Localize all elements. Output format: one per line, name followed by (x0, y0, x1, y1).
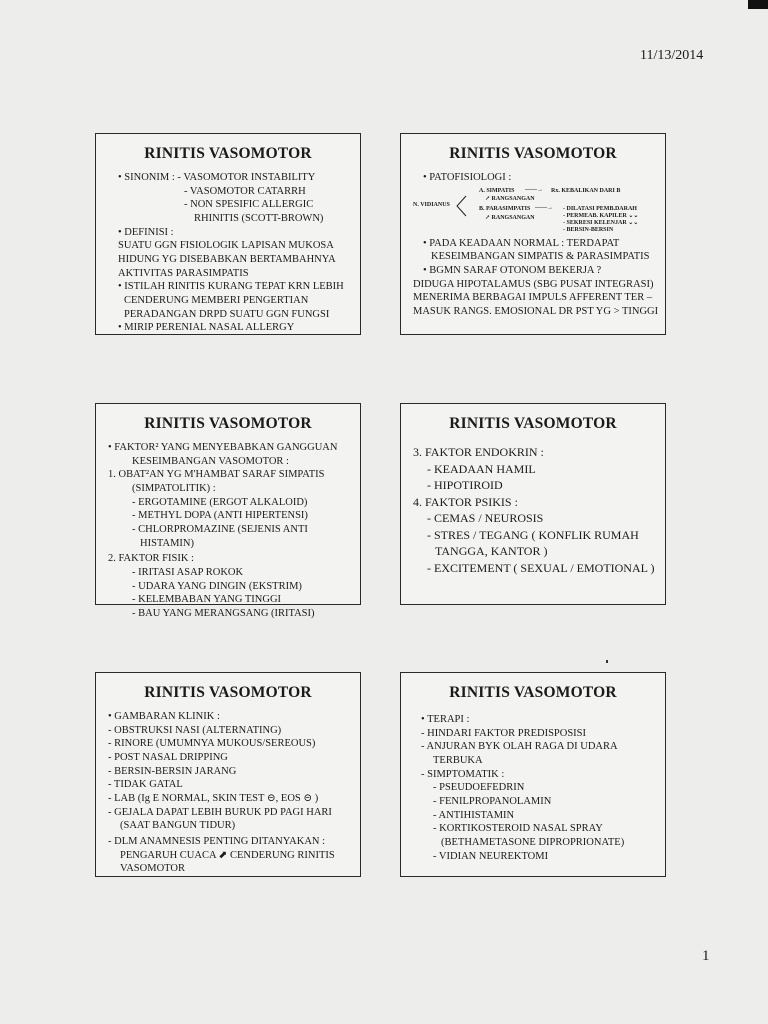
slide-line: - HIPOTIROID (427, 478, 503, 493)
double-down-arrow-icon: ⌄⌄ (628, 212, 639, 219)
slide-title: RINITIS VASOMOTOR (144, 145, 312, 162)
slide-line: TANGGA, KANTOR ) (435, 544, 548, 559)
slide-line: PENGARUH CUACA ⬈ CENDERUNG RINITIS (120, 849, 335, 861)
slide-line: - UDARA YANG DINGIN (EKSTRIM) (132, 580, 302, 592)
slide-4 (400, 403, 666, 605)
slide-title: RINITIS VASOMOTOR (449, 145, 617, 162)
slide-line: • DEFINISI : (118, 226, 174, 238)
slide-body (413, 444, 653, 576)
scan-speck (606, 660, 608, 663)
slide-line: HIDUNG YG DISEBABKAN BERTAMBAHNYA (118, 253, 336, 265)
slide-heading: • PATOFISIOLOGI : (423, 172, 512, 184)
slide-line: KESEIMBANGAN SIMPATIS & PARASIMPATIS (431, 251, 650, 263)
slide-line: - KEADAAN HAMIL (427, 461, 536, 476)
slide-line: - ERGOTAMINE (ERGOT ALKALOID) (132, 496, 308, 508)
slide-line: - STRES / TEGANG ( KONFLIK RUMAH (427, 527, 639, 542)
slide-line: PERADANGAN DRPD SUATU GGN FUNGSI (124, 308, 330, 320)
slide-line: - HINDARI FAKTOR PREDISPOSISI (421, 727, 587, 739)
diagram-effects (563, 206, 638, 235)
patofisiologi-diagram (413, 187, 653, 237)
diagram-a-sub: ↗ RANGSANGAN (485, 195, 535, 202)
slide-line: MASUK RANGS. EMOSIONAL DR PST YG > TINGGI (413, 305, 659, 317)
diagram-a-result: Rx. KEBALIKAN DARI B (551, 187, 621, 194)
arrow-right-icon: ——→ (535, 204, 553, 211)
slide-line: SUATU GGN FISIOLOGIK LAPISAN MUKOSA (118, 240, 334, 252)
slide-line: (BETHAMETASONE DIPROPRIONATE) (441, 836, 625, 848)
effect-item: - PERMEAB. KAPILER ⌄⌄ (563, 212, 639, 219)
slide-line: DIDUGA HIPOTALAMUS (SBG PUSAT INTEGRASI) (413, 278, 654, 290)
diagram-a: A. SIMPATIS (479, 187, 515, 194)
slide-line: CENDERUNG MEMBERI PENGERTIAN (124, 294, 309, 306)
slide-line: - ANJURAN BYK OLAH RAGA DI UDARA (421, 741, 618, 753)
arrow-right-icon: ——→ (525, 186, 543, 193)
slide-line: • GAMBARAN KLINIK : (108, 711, 220, 723)
slide-line: (SIMPATOLITIK) : (132, 483, 216, 495)
slide-line: - BAU YANG MERANGSANG (IRITASI) (132, 607, 315, 619)
print-date: 11/13/2014 (640, 48, 704, 63)
slide-line: - POST NASAL DRIPPING (108, 752, 228, 764)
slide-line: - METHYL DOPA (ANTI HIPERTENSI) (132, 510, 308, 522)
diagram-b-sub-label: RANGSANGAN (491, 214, 535, 221)
slide-line: - GEJALA DAPAT LEBIH BURUK PD PAGI HARI (108, 806, 332, 818)
slide-line: • TERAPI : (421, 714, 470, 726)
slide-line: • MIRIP PERENIAL NASAL ALLERGY (118, 322, 295, 334)
slide-line: 3. FAKTOR ENDOKRIN : (413, 445, 544, 460)
scan-corner-mark (748, 0, 768, 9)
slide-line: - EXCITEMENT ( SEXUAL / EMOTIONAL ) (427, 560, 655, 575)
slide-line: - RINORE (UMUMNYA MUKOUS/SEREOUS) (108, 738, 316, 750)
slide-line: TERBUKA (433, 755, 483, 767)
effect-item: - BERSIN-BERSIN (563, 227, 614, 234)
slide-title: RINITIS VASOMOTOR (449, 684, 617, 701)
slide-line: AKTIVITAS PARASIMPATIS (118, 267, 249, 279)
page-number: 1 (702, 948, 710, 964)
slide-line: - IRITASI ASAP ROKOK (132, 566, 244, 578)
slide-line: • BGMN SARAF OTONOM BEKERJA ? (423, 265, 602, 277)
slide-line: KESEIMBANGAN VASOMOTOR : (132, 455, 289, 467)
slide-title: RINITIS VASOMOTOR (144, 415, 312, 432)
slide-line: - SIMPTOMATIK : (421, 768, 505, 780)
slide-line: HISTAMIN) (140, 537, 194, 549)
slide-line: 1. OBAT²AN YG M'HAMBAT SARAF SIMPATIS (108, 469, 325, 481)
slide-line: - BERSIN-BERSIN JARANG (108, 765, 237, 777)
diagram-a-sub-label: RANGSANGAN (491, 195, 535, 202)
slide-line: - DLM ANAMNESIS PENTING DITANYAKAN : (108, 835, 326, 847)
slide-line: (SAAT BANGUN TIDUR) (120, 820, 236, 832)
slide-line: - PSEUDOEFEDRIN (433, 782, 525, 794)
slide-line: VASOMOTOR (120, 863, 185, 875)
slide-line: - VASOMOTOR CATARRH (184, 185, 306, 197)
diagram-b: B. PARASIMPATIS (479, 205, 531, 212)
slide-1 (95, 133, 361, 335)
slide-line: • FAKTOR² YANG MENYEBABKAN GANGGUAN (108, 442, 338, 454)
slide-line: 4. FAKTOR PSIKIS : (413, 494, 518, 509)
effect-item: - DILATASI PEMB.DARAH (563, 205, 637, 212)
diagram-b-sub: ↗ RANGSANGAN (485, 214, 535, 221)
slide-line: - OBSTRUKSI NASI (ALTERNATING) (108, 724, 282, 736)
slide-line: - FENILPROPANOLAMIN (433, 795, 552, 807)
diagram-root: N. VIDIANUS (413, 201, 450, 208)
double-down-arrow-icon: ⌄⌄ (628, 220, 639, 227)
slide-line: - KELEMBABAN YANG TINGGI (132, 594, 282, 606)
slide-line: - VIDIAN NEUREKTOMI (433, 850, 549, 862)
slide-line: MENERIMA BERBAGAI IMPULS AFFERENT TER – (413, 292, 653, 304)
slide-line: - NON SPESIFIC ALLERGIC (184, 199, 314, 211)
slide-line: - CEMAS / NEUROSIS (427, 511, 544, 526)
slide-line: - TIDAK GATAL (108, 779, 183, 791)
slide-3 (95, 403, 361, 619)
slide-line: - KORTIKOSTEROID NASAL SPRAY (433, 823, 603, 835)
slide-2 (400, 133, 666, 335)
brace-icon (455, 195, 467, 217)
slide-6 (400, 672, 666, 877)
slide-line: - CHLORPROMAZINE (SEJENIS ANTI (132, 523, 308, 535)
slide-line: • SINONIM : - VASOMOTOR INSTABILITY (118, 172, 316, 184)
slide-line: • ISTILAH RINITIS KURANG TEPAT KRN LEBIH (118, 281, 344, 293)
slide-line: - ANTIHISTAMIN (433, 809, 515, 821)
slide-title: RINITIS VASOMOTOR (449, 415, 617, 432)
slide-line: • PADA KEADAAN NORMAL : TERDAPAT (423, 237, 620, 249)
slide-line: RHINITIS (SCOTT-BROWN) (194, 213, 324, 225)
slide-line: - LAB (Ig E NORMAL, SKIN TEST ⊝, EOS ⊝ ) (108, 792, 319, 804)
effect-item: - SEKRESI KELENJAR ⌄⌄ (563, 220, 639, 227)
slide-line: 2. FAKTOR FISIK : (108, 553, 194, 565)
slide-body (413, 713, 653, 863)
slide-title: RINITIS VASOMOTOR (144, 684, 312, 701)
slide-5 (95, 672, 361, 877)
